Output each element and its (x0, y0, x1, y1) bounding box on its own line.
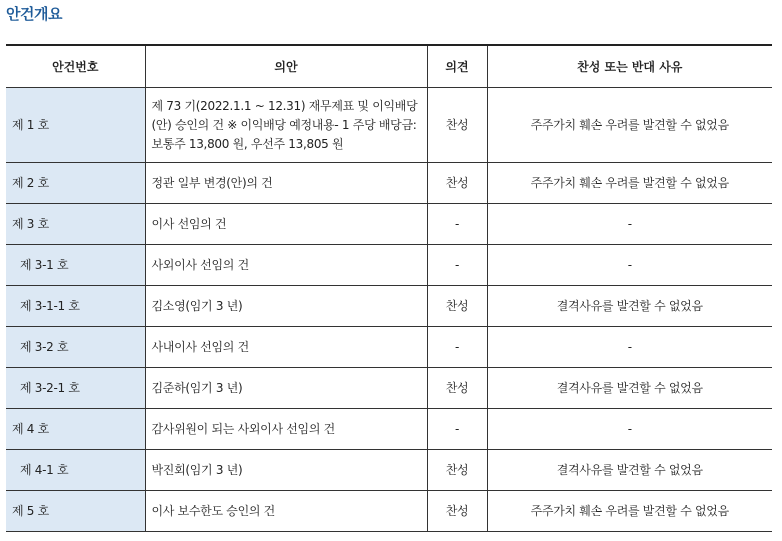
opinion-cell: 찬성 (427, 450, 487, 491)
table-header-row (6, 45, 772, 88)
table-row (6, 450, 772, 491)
reason-cell: 주주가치 훼손 우려를 발견할 수 없었음 (487, 163, 772, 204)
reason-cell: - (487, 327, 772, 368)
opinion-cell: 찬성 (427, 491, 487, 532)
agenda-no-cell: 제 3-2-1 호 (6, 368, 145, 409)
opinion-cell: 찬성 (427, 163, 487, 204)
table-row (6, 368, 772, 409)
table-row (6, 491, 772, 532)
reason-cell: 결격사유를 발견할 수 없었음 (487, 286, 772, 327)
agenda-no-cell: 제 4-1 호 (6, 450, 145, 491)
reason-cell: - (487, 204, 772, 245)
header-agenda-no: 안건번호 (6, 45, 145, 88)
agenda-no-cell: 제 3-1-1 호 (6, 286, 145, 327)
agenda-no-cell: 제 1 호 (6, 88, 145, 163)
reason-cell: - (487, 409, 772, 450)
agenda-cell: 김소영(임기 3 년) (145, 286, 427, 327)
section-title: 안건개요 (6, 5, 62, 23)
agenda-cell: 사내이사 선임의 건 (145, 327, 427, 368)
reason-cell: 주주가치 훼손 우려를 발견할 수 없었음 (487, 88, 772, 163)
header-agenda: 의안 (145, 45, 427, 88)
opinion-cell: - (427, 409, 487, 450)
agenda-no-cell: 제 3 호 (6, 204, 145, 245)
reason-cell: 주주가치 훼손 우려를 발견할 수 없었음 (487, 491, 772, 532)
table-row (6, 409, 772, 450)
opinion-cell: 찬성 (427, 368, 487, 409)
table-row (6, 286, 772, 327)
table-row (6, 204, 772, 245)
table-row (6, 245, 772, 286)
agenda-no-cell: 제 3-1 호 (6, 245, 145, 286)
agenda-cell: 김준하(임기 3 년) (145, 368, 427, 409)
opinion-cell: 찬성 (427, 286, 487, 327)
table-row (6, 163, 772, 204)
opinion-cell: - (427, 204, 487, 245)
agenda-table (6, 44, 772, 532)
opinion-cell: - (427, 327, 487, 368)
reason-cell: 결격사유를 발견할 수 없었음 (487, 450, 772, 491)
agenda-no-cell: 제 2 호 (6, 163, 145, 204)
opinion-cell: - (427, 245, 487, 286)
agenda-cell: 감사위원이 되는 사외이사 선임의 건 (145, 409, 427, 450)
agenda-no-cell: 제 3-2 호 (6, 327, 145, 368)
agenda-cell: 정관 일부 변경(안)의 건 (145, 163, 427, 204)
header-reason: 찬성 또는 반대 사유 (487, 45, 772, 88)
agenda-no-cell: 제 5 호 (6, 491, 145, 532)
reason-cell: - (487, 245, 772, 286)
agenda-cell: 박진회(임기 3 년) (145, 450, 427, 491)
table-row (6, 327, 772, 368)
agenda-no-cell: 제 4 호 (6, 409, 145, 450)
opinion-cell: 찬성 (427, 88, 487, 163)
agenda-cell: 사외이사 선임의 건 (145, 245, 427, 286)
agenda-cell: 이사 보수한도 승인의 건 (145, 491, 427, 532)
table-row (6, 88, 772, 163)
header-opinion: 의견 (427, 45, 487, 88)
agenda-cell: 이사 선임의 건 (145, 204, 427, 245)
reason-cell: 결격사유를 발견할 수 없었음 (487, 368, 772, 409)
agenda-cell: 제 73 기(2022.1.1 ~ 12.31) 재무제표 및 이익배당(안) 승인의 건 ※ 이익배당 예정내용- 1 주당 배당금: 보통주 13,800 원, 우선주 13,805 원 (145, 88, 427, 163)
